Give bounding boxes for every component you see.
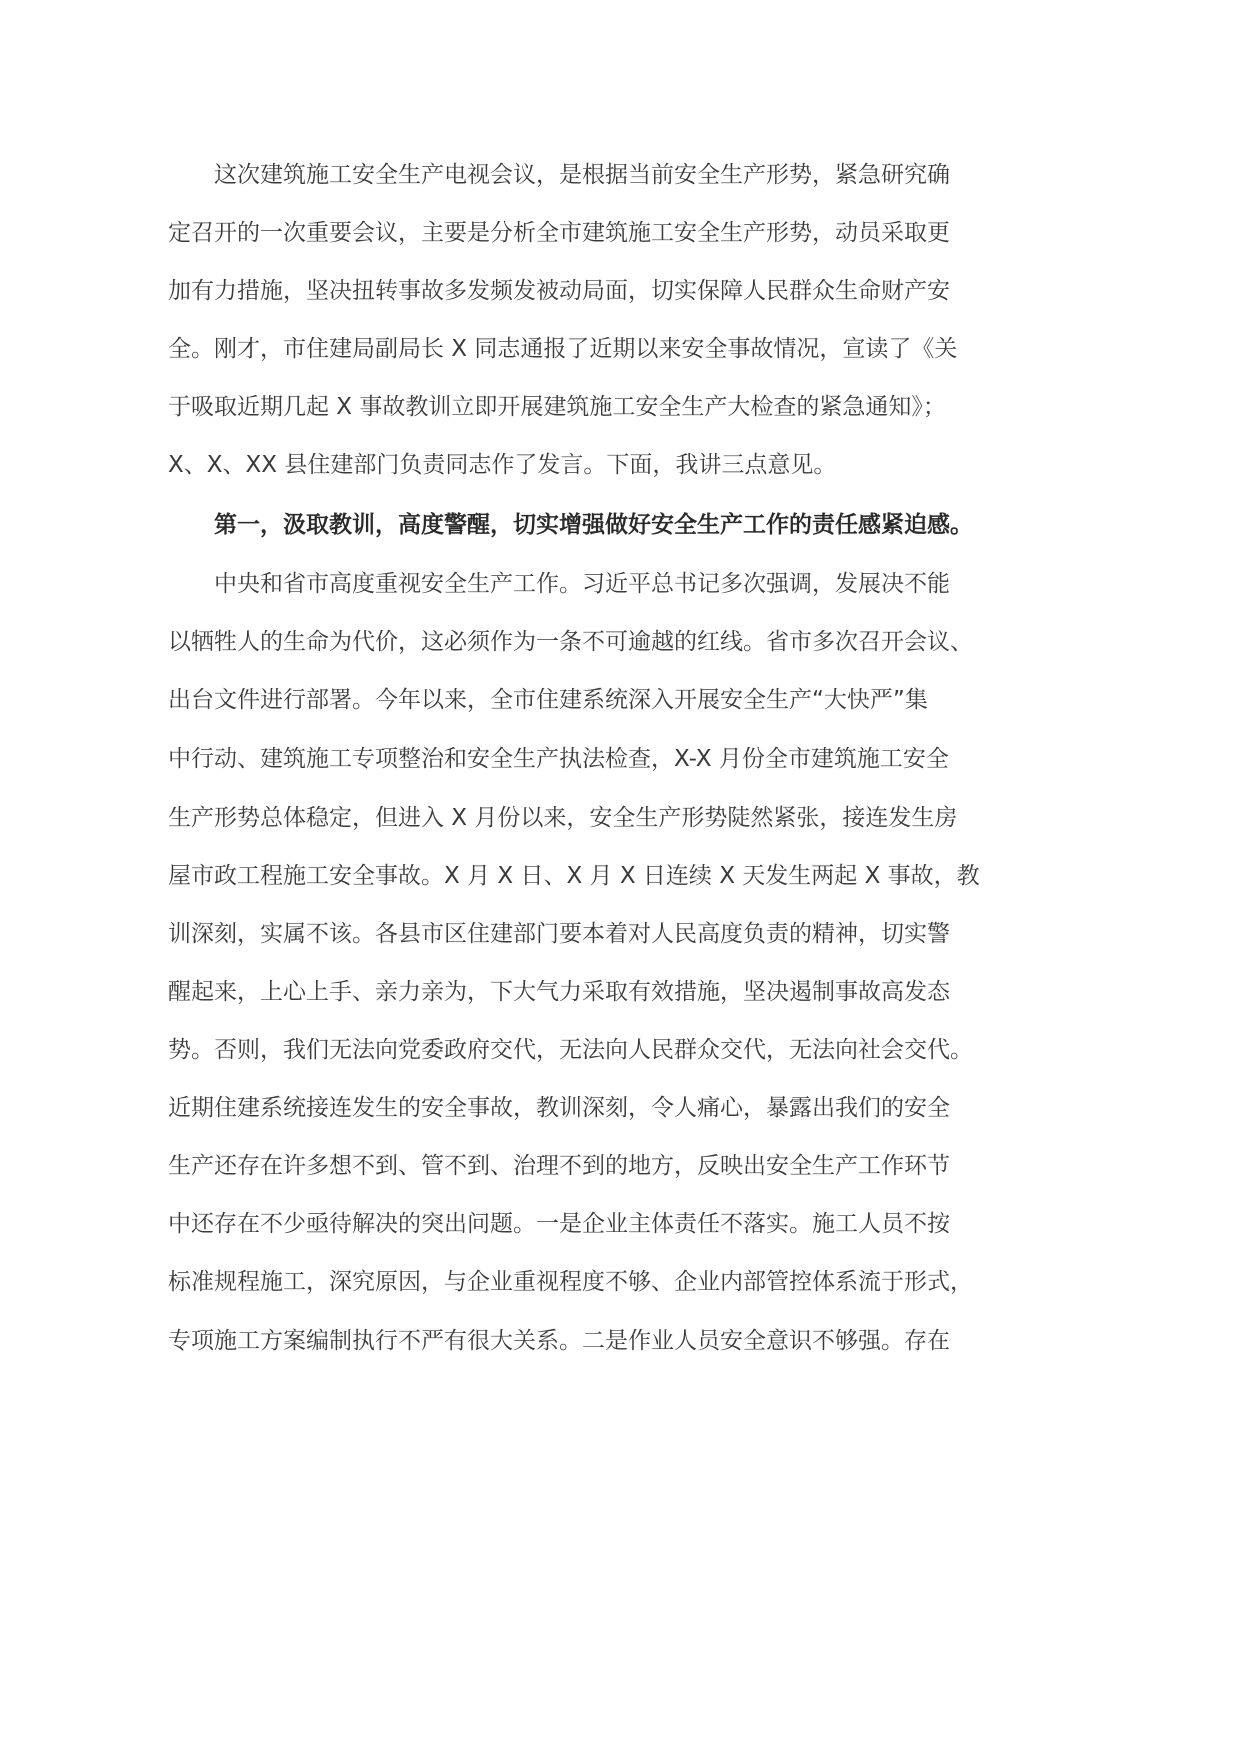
paragraph-line: 加有力措施，坚决扭转事故多发频发被动局面，切实保障人民群众生命财产安 <box>168 278 950 304</box>
section-heading: 第一，汲取教训，高度警醒，切实增强做好安全生产工作的责任感紧迫感。 <box>214 512 973 538</box>
paragraph-line: 这次建筑施工安全生产电视会议，是根据当前安全生产形势，紧急研究确 <box>214 162 950 188</box>
paragraph-line: X、X、XX 县住建部门负责同志作了发言。下面，我讲三点意见。 <box>168 452 837 478</box>
paragraph-line: 中央和省市高度重视安全生产工作。习近平总书记多次强调，发展决不能 <box>214 571 950 597</box>
paragraph-line: 中还存在不少亟待解决的突出问题。一是企业主体责任不落实。施工人员不按 <box>168 1211 950 1237</box>
paragraph-line: 醒起来，上心上手、亲力亲为，下大气力采取有效措施，坚决遏制事故高发态 <box>168 979 950 1005</box>
paragraph-line: 训深刻，实属不该。各县市区住建部门要本着对人民高度负责的精神，切实警 <box>168 921 950 947</box>
paragraph-line: 以牺牲人的生命为代价，这必须作为一条不可逾越的红线。省市多次召开会议、 <box>168 629 973 655</box>
paragraph-line: 标准规程施工，深究原因，与企业重视程度不够、企业内部管控体系流于形式， <box>168 1269 973 1295</box>
paragraph-line: 中行动、建筑施工专项整治和安全生产执法检查，X-X 月份全市建筑施工安全 <box>168 746 949 772</box>
paragraph-line: 定召开的一次重要会议，主要是分析全市建筑施工安全生产形势，动员采取更 <box>168 220 950 246</box>
paragraph-line: 出台文件进行部署。今年以来，全市住建系统深入开展安全生产“大快严”集 <box>168 687 928 713</box>
paragraph-line: 屋市政工程施工安全事故。X 月 X 日、X 月 X 日连续 X 天发生两起 X 事故，教 <box>168 863 980 889</box>
paragraph-line: 生产还存在许多想不到、管不到、治理不到的地方，反映出安全生产工作环节 <box>168 1153 950 1179</box>
paragraph-line: 势。否则，我们无法向党委政府交代，无法向人民群众交代，无法向社会交代。 <box>168 1037 973 1063</box>
paragraph-line: 近期住建系统接连发生的安全事故，教训深刻，令人痛心，暴露出我们的安全 <box>168 1095 950 1121</box>
paragraph-line: 全。刚才，市住建局副局长 X 同志通报了近期以来安全事故情况，宣读了《关 <box>168 336 958 362</box>
paragraph-line: 生产形势总体稳定，但进入 X 月份以来，安全生产形势陡然紧张，接连发生房 <box>168 805 958 831</box>
paragraph-line: 于吸取近期几起 X 事故教训立即开展建筑施工安全生产大检查的紧急通知》； <box>168 394 946 420</box>
paragraph-line: 专项施工方案编制执行不严有很大关系。二是作业人员安全意识不够强。存在 <box>168 1328 950 1354</box>
